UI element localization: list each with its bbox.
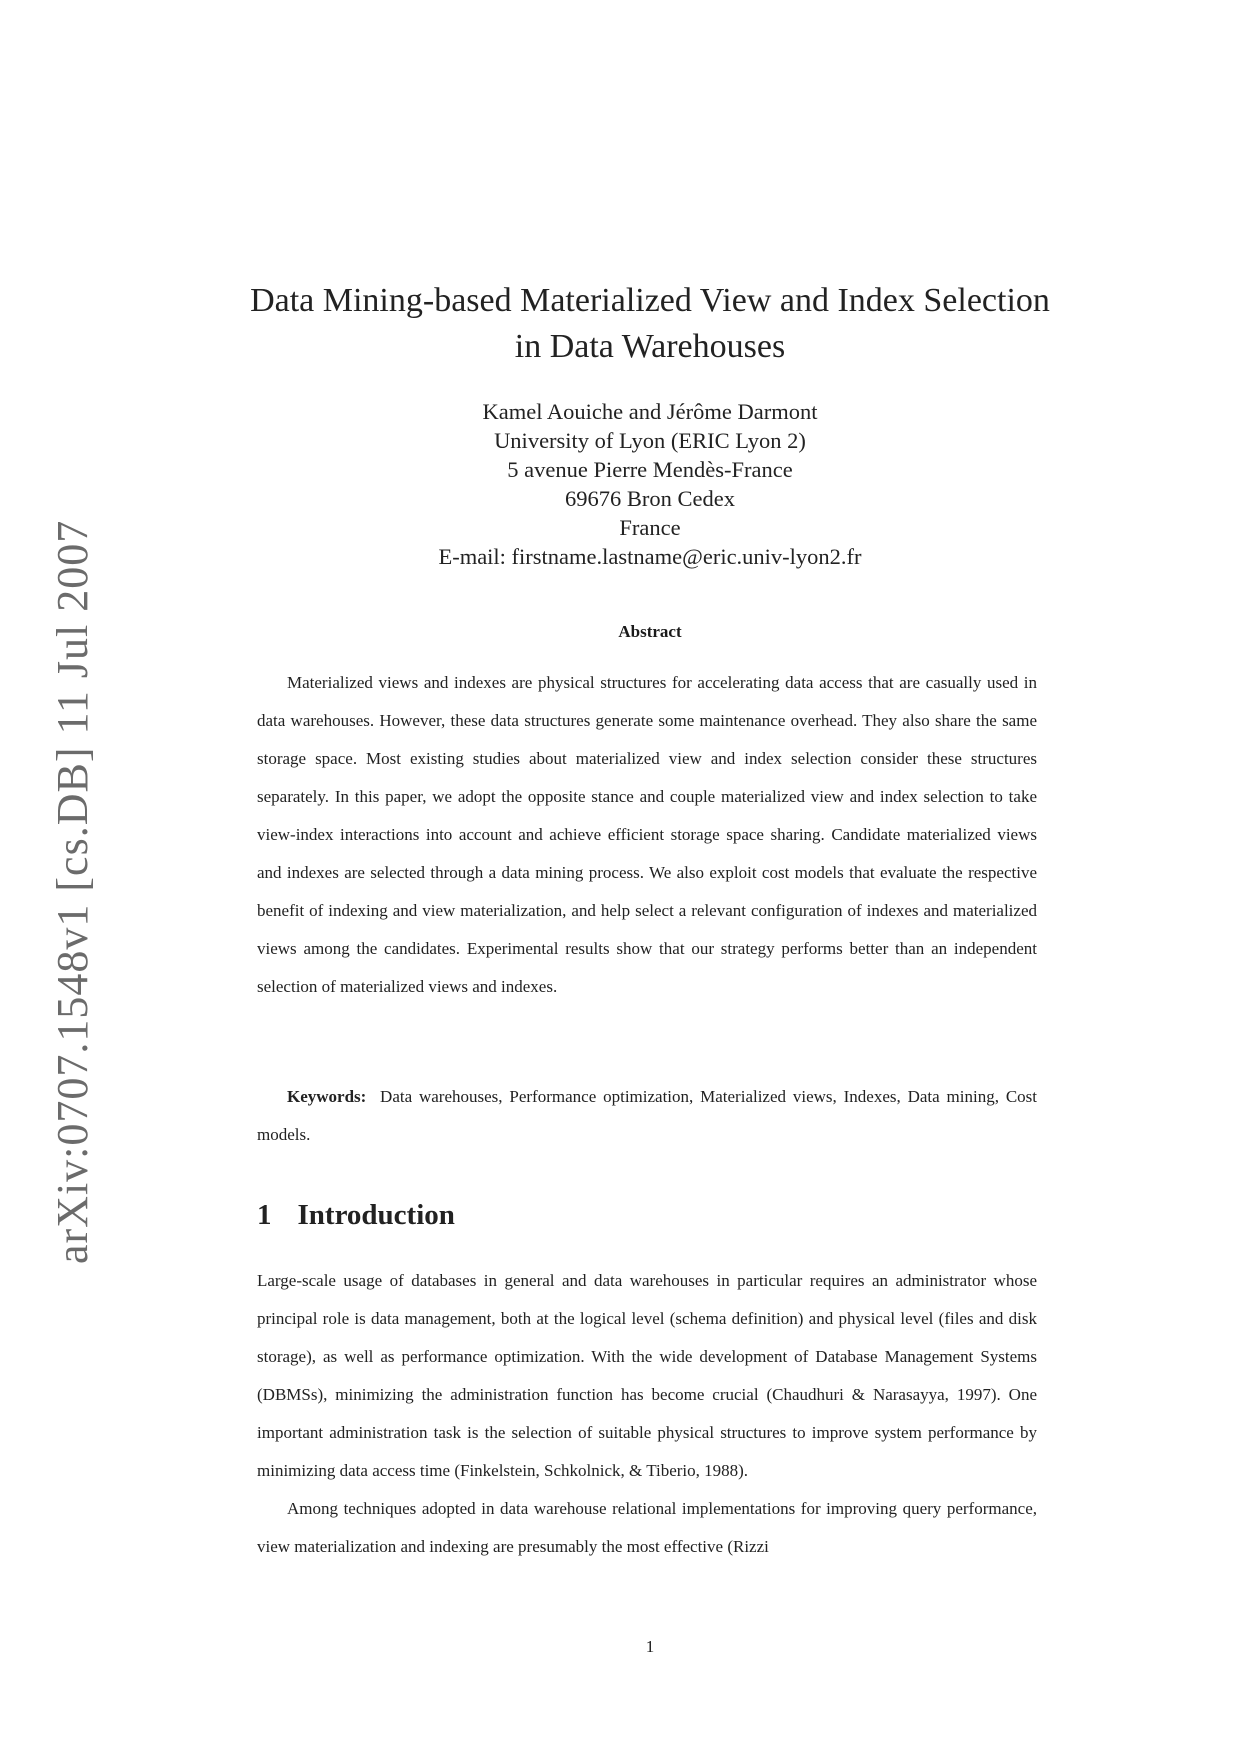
author-affiliation: University of Lyon (ERIC Lyon 2)	[494, 428, 806, 453]
keywords-paragraph	[257, 1078, 1037, 1154]
abstract-body	[257, 664, 1037, 1006]
intro-paragraph: Large-scale usage of databases in general and data warehouses in particular requires an administrator whose principal role is data management, both at the logical level (schema definition) and physical level (files and disk storage), as well as performance optimization. With the wide development of Database Management Systems (DBMSs), minimizing the administration function has become crucial (Chaudhuri & Narasayya, 1997). One important administration task is the selection of suitable physical structures to improve system performance by minimizing data access time (Finkelstein, Schkolnick, & Tiberio, 1988).	[257, 1271, 1037, 1480]
author-names: Kamel Aouiche and Jérôme Darmont	[482, 399, 818, 424]
author-street: 5 avenue Pierre Mendès-France	[507, 457, 793, 482]
abstract-heading: Abstract	[618, 622, 682, 641]
title-line-2: in Data Warehouses	[514, 328, 786, 365]
keywords-block	[257, 1078, 1037, 1154]
title-line-1: Data Mining-based Materialized View and Index Selection	[250, 282, 1050, 319]
author-city: 69676 Bron Cedex	[565, 486, 735, 511]
page-number: 1	[645, 1637, 655, 1656]
keywords-text: Data warehouses, Performance optimization, Materialized views, Indexes, Data mining, Cost models.	[257, 1087, 1037, 1144]
section-number: 1	[257, 1199, 272, 1231]
paper-title	[0, 278, 1242, 370]
author-country: France	[619, 515, 681, 540]
abstract-text: Materialized views and indexes are physical structures for accelerating data access that are casually used in data warehouses. However, these data structures generate some maintenance overhead. They also share the same storage space. Most existing studies about materialized view and index selection consider these structures separately. In this paper, we adopt the opposite stance and couple materialized view and index selection to take view-index interactions into account and achieve efficient storage space sharing. Candidate materialized views and indexes are selected through a data mining process. We also exploit cost models that evaluate the respective benefit of indexing and view materialization, and help select a relevant configuration of indexes and materialized views among the candidates. Experimental results show that our strategy performs better than an independent selection of materialized views and indexes.	[257, 673, 1037, 996]
arxiv-identifier-stamp: arXiv:0707.1548v1 [cs.DB] 11 Jul 2007	[48, 519, 97, 1264]
intro-paragraph: Among techniques adopted in data warehouse relational implementations for improving query performance, view materialization and indexing are presumably the most effective (Rizzi	[257, 1499, 1037, 1556]
section-title: Introduction	[297, 1199, 455, 1231]
author-email: E-mail: firstname.lastname@eric.univ-lyon2.fr	[438, 544, 862, 569]
section-heading	[257, 1199, 455, 1232]
author-block	[0, 397, 1242, 571]
introduction-body	[257, 1262, 1037, 1566]
keywords-label: Keywords:	[287, 1087, 367, 1106]
